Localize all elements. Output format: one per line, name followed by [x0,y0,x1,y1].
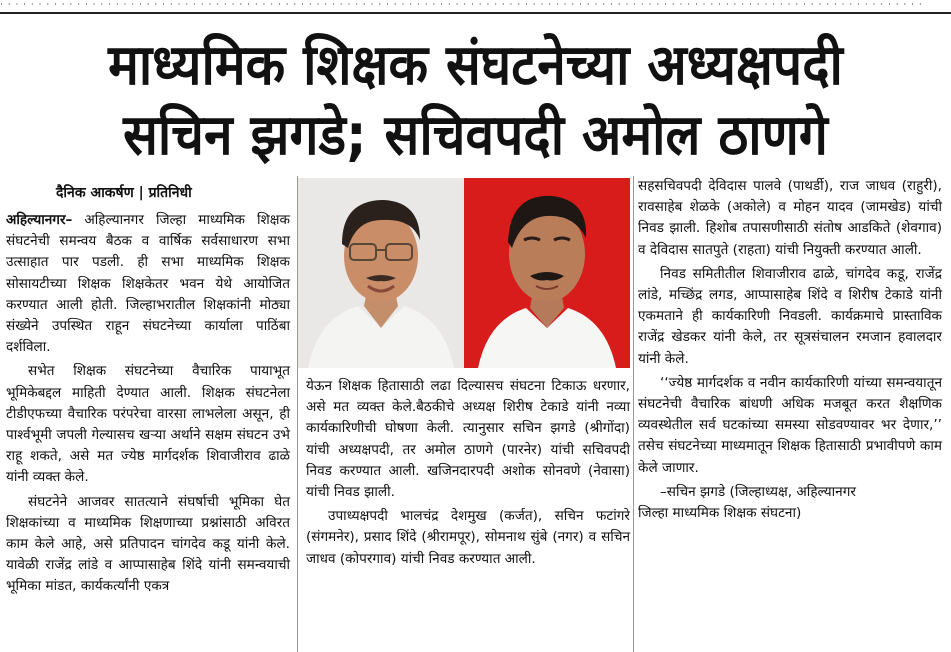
paragraph: निवड समितीतील शिवाजीराव ढाळे, चांगदेव कडू, राजेंद्र लांडे, मच्छिंद्र लगड, आप्पासाहेब शिंदे व शिरीष टेकाडे यांनी एकमताने ही कार्यकारिणी निवडली. कार्यक्रमाचे प्रास्ताविक राजेंद्र खेडकर यांनी केले, तर सूत्रसंचालन रमजान हवालदार यांनी केले. [638,265,942,367]
portrait-2-image [464,178,630,368]
signature-line-2: जिल्हा माध्यमिक शिक्षक संघटना) [638,505,802,522]
signature-line-1: –सचिन झगडे (जिल्हाध्यक्ष, अहिल्यानगर [660,483,856,500]
headline-line-2: सचिन झगडे; सचिवपदी अमोल ठाणगे [123,103,828,168]
top-border: · · · · · · · · · · · · · · · · · · · · · · · · · · · · · · · · · · · · · · · · · · · · · · · · · · · · · · · · · · · · · · · · · · · · · · · · · · · · · · · · · · · · · · · · · · · · · · · · · · · · · · · · · · · · · · · · · · · · · · · · [0,0,951,14]
dateline-place: अहिल्यानगर– [6,212,73,228]
article-column-3 [638,176,942,524]
paragraph: संघटनेने आजवर सातत्याने संघर्षाची भूमिका घेत शिक्षकांच्या व माध्यमिक शिक्षणाच्या प्रश्नांसाठी अविरत काम केले आहे, असे प्रतिपादन चांगदेव कडू यांनी केले. यावेळी राजेंद्र लांडे व आप्पासाहेब शिंदे यांनी समन्वयाची भूमिका मांडत, कार्यकर्त्यांनी एकत्र [6,493,290,595]
article-column-1 [6,210,290,601]
headline-line-1: माध्यमिक शिक्षक संघटनेच्या अध्यक्षपदी [108,33,843,98]
paragraph-text: अहिल्यानगर जिल्हा माध्यमिक शिक्षक संघटनेची समन्वय बैठक व वार्षिक सर्वसाधारण सभा उत्साहात पार पडली. ही सभा माध्यमिक शिक्षक सोसायटीच्या शिक्षक शिक्षकेतर भवन येथे आयोजित करण्यात आली होती. जिल्हाभरातील शिक्षकांनी मोठ्या संख्येने उपस्थित राहून संघटनेच्या कार्याला पाठिंबा दर्शविला. [6,212,290,356]
paragraph: येऊन शिक्षक हितासाठी लढा दिल्यासच संघटना टिकाऊ धरणार, असे मत व्यक्त केले.बैठकीचे अध्यक्ष शिरीष टेकाडे यांनी नव्या कार्यकारिणीची घोषणा केली. त्यानुसार सचिन झगडे (श्रीगोंदा) यांची अध्यक्षपदी, तर अमोल ठाणगे (पारनेर) यांची सचिवपदी निवड करण्यात आली. खजिनदारपदी अशोक सोनवणे (नेवासा) यांची निवड झाली. [306,378,630,501]
paragraph: सहसचिवपदी देविदास पालवे (पाथर्डी), राज जाधव (राहुरी), रावसाहेब शेळके (अकोले) व मोहन यादव (जामखेड) यांची निवड झाली. हिशोब तपासणीसाठी संतोष आडकिते (शेवगाव) व देविदास सातपुते (राहता) यांची नियुक्ती करण्यात आली. [638,178,942,258]
column-rule [633,176,634,652]
byline: दैनिक आकर्षण | प्रतिनिधी [56,185,192,201]
photo-amol-thanage [464,178,630,368]
paragraph: उपाध्यक्षपदी भालचंद्र देशमुख (कर्जत), सचिन फटांगरे (संगमनेर), प्रसाद शिंदे (श्रीरामपूर), सोमनाथ सुंबे (नगर) व सचिन जाधव (कोपरगाव) यांची निवड करण्यात आली. [306,508,630,567]
paragraph: सभेत शिक्षक संघटनेच्या वैचारिक पायाभूत भूमिकेबद्दल माहिती देण्यात आली. शिक्षक संघटनेला टीडीएफच्या वैचारिक परंपरेचा वारसा लाभलेला असून, ही पार्श्वभूमी जपली गेल्यासच खऱ्या अर्थाने सक्षम संघटन उभे राहू शकते, असे मत ज्येष्ठ मार्गदर्शक शिवाजीराव ढाळे यांनी व्यक्त केले. [6,363,290,486]
photo-sachin-zagade [298,178,464,368]
paragraph [6,210,290,358]
article-column-2 [306,376,630,573]
quote-paragraph: ‘‘ज्येष्ठ मार्गदर्शक व नवीन कार्यकारिणी यांच्या समन्वयातून संघटनेची वैचारिक बांधणी अधिक मजबूत करत शैक्षणिक व्यवस्थेतील सर्व घटकांच्या समस्या सोडवण्यावर भर देणार,’’ तसेच संघटनेच्या माध्यमातून शिक्षक हितासाठी प्रभावीपणे काम केले जाणार. [638,374,942,476]
portrait-1-image [298,178,464,368]
